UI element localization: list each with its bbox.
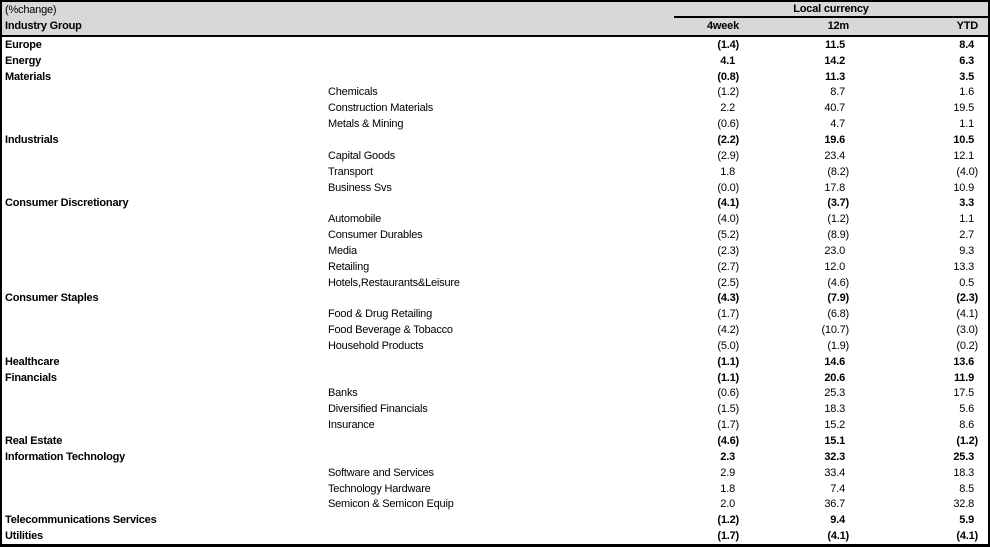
row-label-sub: Hotels,Restaurants&Leisure — [328, 276, 460, 289]
table-row — [2, 69, 988, 85]
table-body — [2, 37, 988, 544]
row-label-sub: Consumer Durables — [328, 229, 423, 242]
cell-4week: (0.6) — [717, 118, 739, 131]
cell-ytd: 5.6 — [959, 403, 974, 416]
row-label-sub: Diversified Financials — [328, 403, 428, 416]
cell-ytd: (3.0) — [956, 324, 978, 337]
table-row — [2, 386, 988, 402]
row-label-group: Financials — [5, 371, 57, 384]
row-label-group: Telecommunications Services — [5, 514, 157, 527]
cell-ytd: (0.2) — [956, 339, 978, 352]
header-row-top — [2, 2, 988, 18]
row-label-sub: Software and Services — [328, 466, 434, 479]
cell-4week: (2.2) — [717, 133, 739, 146]
row-label-sub: Technology Hardware — [328, 482, 431, 495]
cell-12m: 14.6 — [824, 355, 845, 368]
row-label-sub: Household Products — [328, 339, 424, 352]
table-row — [2, 322, 988, 338]
cell-ytd: 1.1 — [959, 118, 974, 131]
cell-12m: 36.7 — [824, 498, 845, 511]
cell-4week: (2.7) — [717, 260, 739, 273]
table-row — [2, 180, 988, 196]
cell-ytd: 8.6 — [959, 419, 974, 432]
cell-12m: 40.7 — [824, 102, 845, 115]
cell-4week: (1.4) — [717, 38, 739, 51]
cell-ytd: 5.9 — [959, 514, 974, 527]
cell-ytd: 3.5 — [959, 70, 974, 83]
cell-4week: 2.3 — [720, 450, 735, 463]
currency-group-header — [674, 2, 988, 18]
cell-12m: 17.8 — [824, 181, 845, 194]
cell-12m: 11.3 — [824, 70, 845, 83]
row-label-sub: Automobile — [328, 213, 382, 226]
industry-group-header: Industry Group — [5, 20, 82, 32]
cell-4week: (2.5) — [717, 276, 739, 289]
cell-ytd: 19.5 — [953, 102, 974, 115]
cell-ytd: 3.3 — [959, 197, 974, 210]
cell-ytd: 17.5 — [953, 387, 974, 400]
currency-group-label: Local currency — [793, 3, 869, 15]
table-row — [2, 85, 988, 101]
row-label-group: Real Estate — [5, 435, 63, 448]
sub-industry-header-spacer — [327, 18, 674, 35]
cell-12m: 23.0 — [824, 244, 845, 257]
table-row — [2, 449, 988, 465]
col-header-4week: 4week — [706, 20, 739, 32]
cell-12m: (8.2) — [827, 165, 849, 178]
cell-12m: 23.4 — [824, 149, 845, 162]
cell-ytd: 10.5 — [953, 133, 974, 146]
table-row — [2, 306, 988, 322]
cell-ytd: 6.3 — [959, 54, 974, 67]
col-header-ytd: YTD — [956, 20, 978, 32]
cell-ytd: 12.1 — [953, 149, 974, 162]
cell-4week: (1.2) — [717, 514, 739, 527]
cell-4week: (0.8) — [717, 70, 739, 83]
cell-12m: (4.1) — [827, 530, 849, 543]
row-label-sub: Food Beverage & Tobacco — [328, 324, 453, 337]
cell-12m: 11.5 — [824, 38, 845, 51]
table-row — [2, 132, 988, 148]
table-row — [2, 401, 988, 417]
cell-4week: (1.1) — [717, 355, 739, 368]
row-label-group: Consumer Discretionary — [5, 197, 129, 210]
cell-12m: 9.4 — [830, 514, 845, 527]
cell-4week: 2.2 — [720, 102, 735, 115]
cell-4week: (1.1) — [717, 371, 739, 384]
row-label-group: Healthcare — [5, 355, 60, 368]
cell-ytd: 11.9 — [953, 371, 974, 384]
cell-4week: 4.1 — [720, 54, 735, 67]
pct-change-label: (%change) — [5, 4, 57, 16]
cell-ytd: 2.7 — [959, 229, 974, 242]
row-label-sub: Business Svs — [328, 181, 392, 194]
cell-ytd: 8.4 — [959, 38, 974, 51]
row-label-sub: Transport — [328, 165, 373, 178]
cell-ytd: 8.5 — [959, 482, 974, 495]
cell-12m: 15.2 — [824, 419, 845, 432]
table-row — [2, 417, 988, 433]
table-row — [2, 37, 988, 53]
cell-12m: 12.0 — [824, 260, 845, 273]
table-row — [2, 195, 988, 211]
table-row — [2, 481, 988, 497]
cell-12m: 14.2 — [824, 54, 845, 67]
cell-ytd: 32.8 — [953, 498, 974, 511]
table-row — [2, 259, 988, 275]
row-label-group: Europe — [5, 38, 42, 51]
table-row — [2, 164, 988, 180]
cell-4week: (4.2) — [717, 324, 739, 337]
row-label-group: Consumer Staples — [5, 292, 99, 305]
cell-4week: (1.7) — [717, 530, 739, 543]
table-row — [2, 53, 988, 69]
cell-12m: 18.3 — [824, 403, 845, 416]
cell-ytd: 18.3 — [953, 466, 974, 479]
cell-4week: (4.0) — [717, 213, 739, 226]
cell-12m: 25.3 — [824, 387, 845, 400]
cell-12m: 33.4 — [824, 466, 845, 479]
cell-4week: (5.0) — [717, 339, 739, 352]
cell-12m: (1.9) — [827, 339, 849, 352]
row-label-sub: Semicon & Semicon Equip — [328, 498, 454, 511]
table-row — [2, 528, 988, 544]
cell-12m: 32.3 — [824, 450, 845, 463]
row-label-sub: Metals & Mining — [328, 118, 404, 131]
cell-4week: 1.8 — [720, 165, 735, 178]
cell-4week: (5.2) — [717, 229, 739, 242]
col-header-12m: 12m — [827, 20, 849, 32]
cell-ytd: (4.1) — [956, 308, 978, 321]
row-label-sub: Chemicals — [328, 86, 378, 99]
cell-ytd: 9.3 — [959, 244, 974, 257]
table-row — [2, 291, 988, 307]
table-row — [2, 465, 988, 481]
cell-12m: 19.6 — [824, 133, 845, 146]
row-label-group: Information Technology — [5, 450, 126, 463]
cell-4week: (2.9) — [717, 149, 739, 162]
cell-ytd: 13.6 — [953, 355, 974, 368]
cell-ytd: (1.2) — [956, 435, 978, 448]
row-label-group: Materials — [5, 70, 51, 83]
table-row — [2, 496, 988, 512]
row-label-sub: Insurance — [328, 419, 375, 432]
cell-12m: 15.1 — [824, 435, 845, 448]
cell-12m: (7.9) — [827, 292, 849, 305]
cell-4week: (4.3) — [717, 292, 739, 305]
row-label-group: Industrials — [5, 133, 59, 146]
cell-12m: 8.7 — [830, 86, 845, 99]
table-row — [2, 354, 988, 370]
cell-4week: (4.6) — [717, 435, 739, 448]
cell-ytd: 1.1 — [959, 213, 974, 226]
table-row — [2, 370, 988, 386]
cell-4week: (1.5) — [717, 403, 739, 416]
cell-12m: (3.7) — [827, 197, 849, 210]
cell-4week: 2.0 — [720, 498, 735, 511]
cell-ytd: 13.3 — [953, 260, 974, 273]
cell-ytd: 10.9 — [953, 181, 974, 194]
table-row — [2, 211, 988, 227]
cell-4week: (2.3) — [717, 244, 739, 257]
cell-ytd: (4.1) — [956, 530, 978, 543]
row-label-sub: Food & Drug Retailing — [328, 308, 433, 321]
cell-12m: (1.2) — [827, 213, 849, 226]
cell-12m: (8.9) — [827, 229, 849, 242]
table-row — [2, 227, 988, 243]
table-row — [2, 275, 988, 291]
table-row — [2, 512, 988, 528]
cell-4week: 2.9 — [720, 466, 735, 479]
cell-12m: (4.6) — [827, 276, 849, 289]
cell-ytd: 0.5 — [959, 276, 974, 289]
row-label-sub: Media — [328, 244, 357, 257]
header-row-columns — [2, 18, 988, 35]
cell-ytd: 25.3 — [953, 450, 974, 463]
cell-12m: (6.8) — [827, 308, 849, 321]
table-row — [2, 116, 988, 132]
table-row — [2, 243, 988, 259]
row-label-sub: Capital Goods — [328, 149, 396, 162]
table-row — [2, 148, 988, 164]
cell-4week: 1.8 — [720, 482, 735, 495]
row-label-sub: Construction Materials — [328, 102, 434, 115]
table-header — [2, 2, 988, 37]
cell-12m: 4.7 — [830, 118, 845, 131]
table-row — [2, 338, 988, 354]
cell-4week: (1.7) — [717, 419, 739, 432]
cell-4week: (0.6) — [717, 387, 739, 400]
cell-12m: 7.4 — [830, 482, 845, 495]
row-label-sub: Banks — [328, 387, 358, 400]
cell-ytd: (2.3) — [956, 292, 978, 305]
row-label-group: Utilities — [5, 530, 43, 543]
cell-ytd: (4.0) — [956, 165, 978, 178]
table-row — [2, 433, 988, 449]
cell-12m: (10.7) — [821, 324, 849, 337]
cell-4week: (1.7) — [717, 308, 739, 321]
cell-12m: 20.6 — [824, 371, 845, 384]
row-label-sub: Retailing — [328, 260, 370, 273]
cell-4week: (1.2) — [717, 86, 739, 99]
cell-4week: (0.0) — [717, 181, 739, 194]
cell-ytd: 1.6 — [959, 86, 974, 99]
table-row — [2, 100, 988, 116]
cell-4week: (4.1) — [717, 197, 739, 210]
row-label-group: Energy — [5, 54, 42, 67]
